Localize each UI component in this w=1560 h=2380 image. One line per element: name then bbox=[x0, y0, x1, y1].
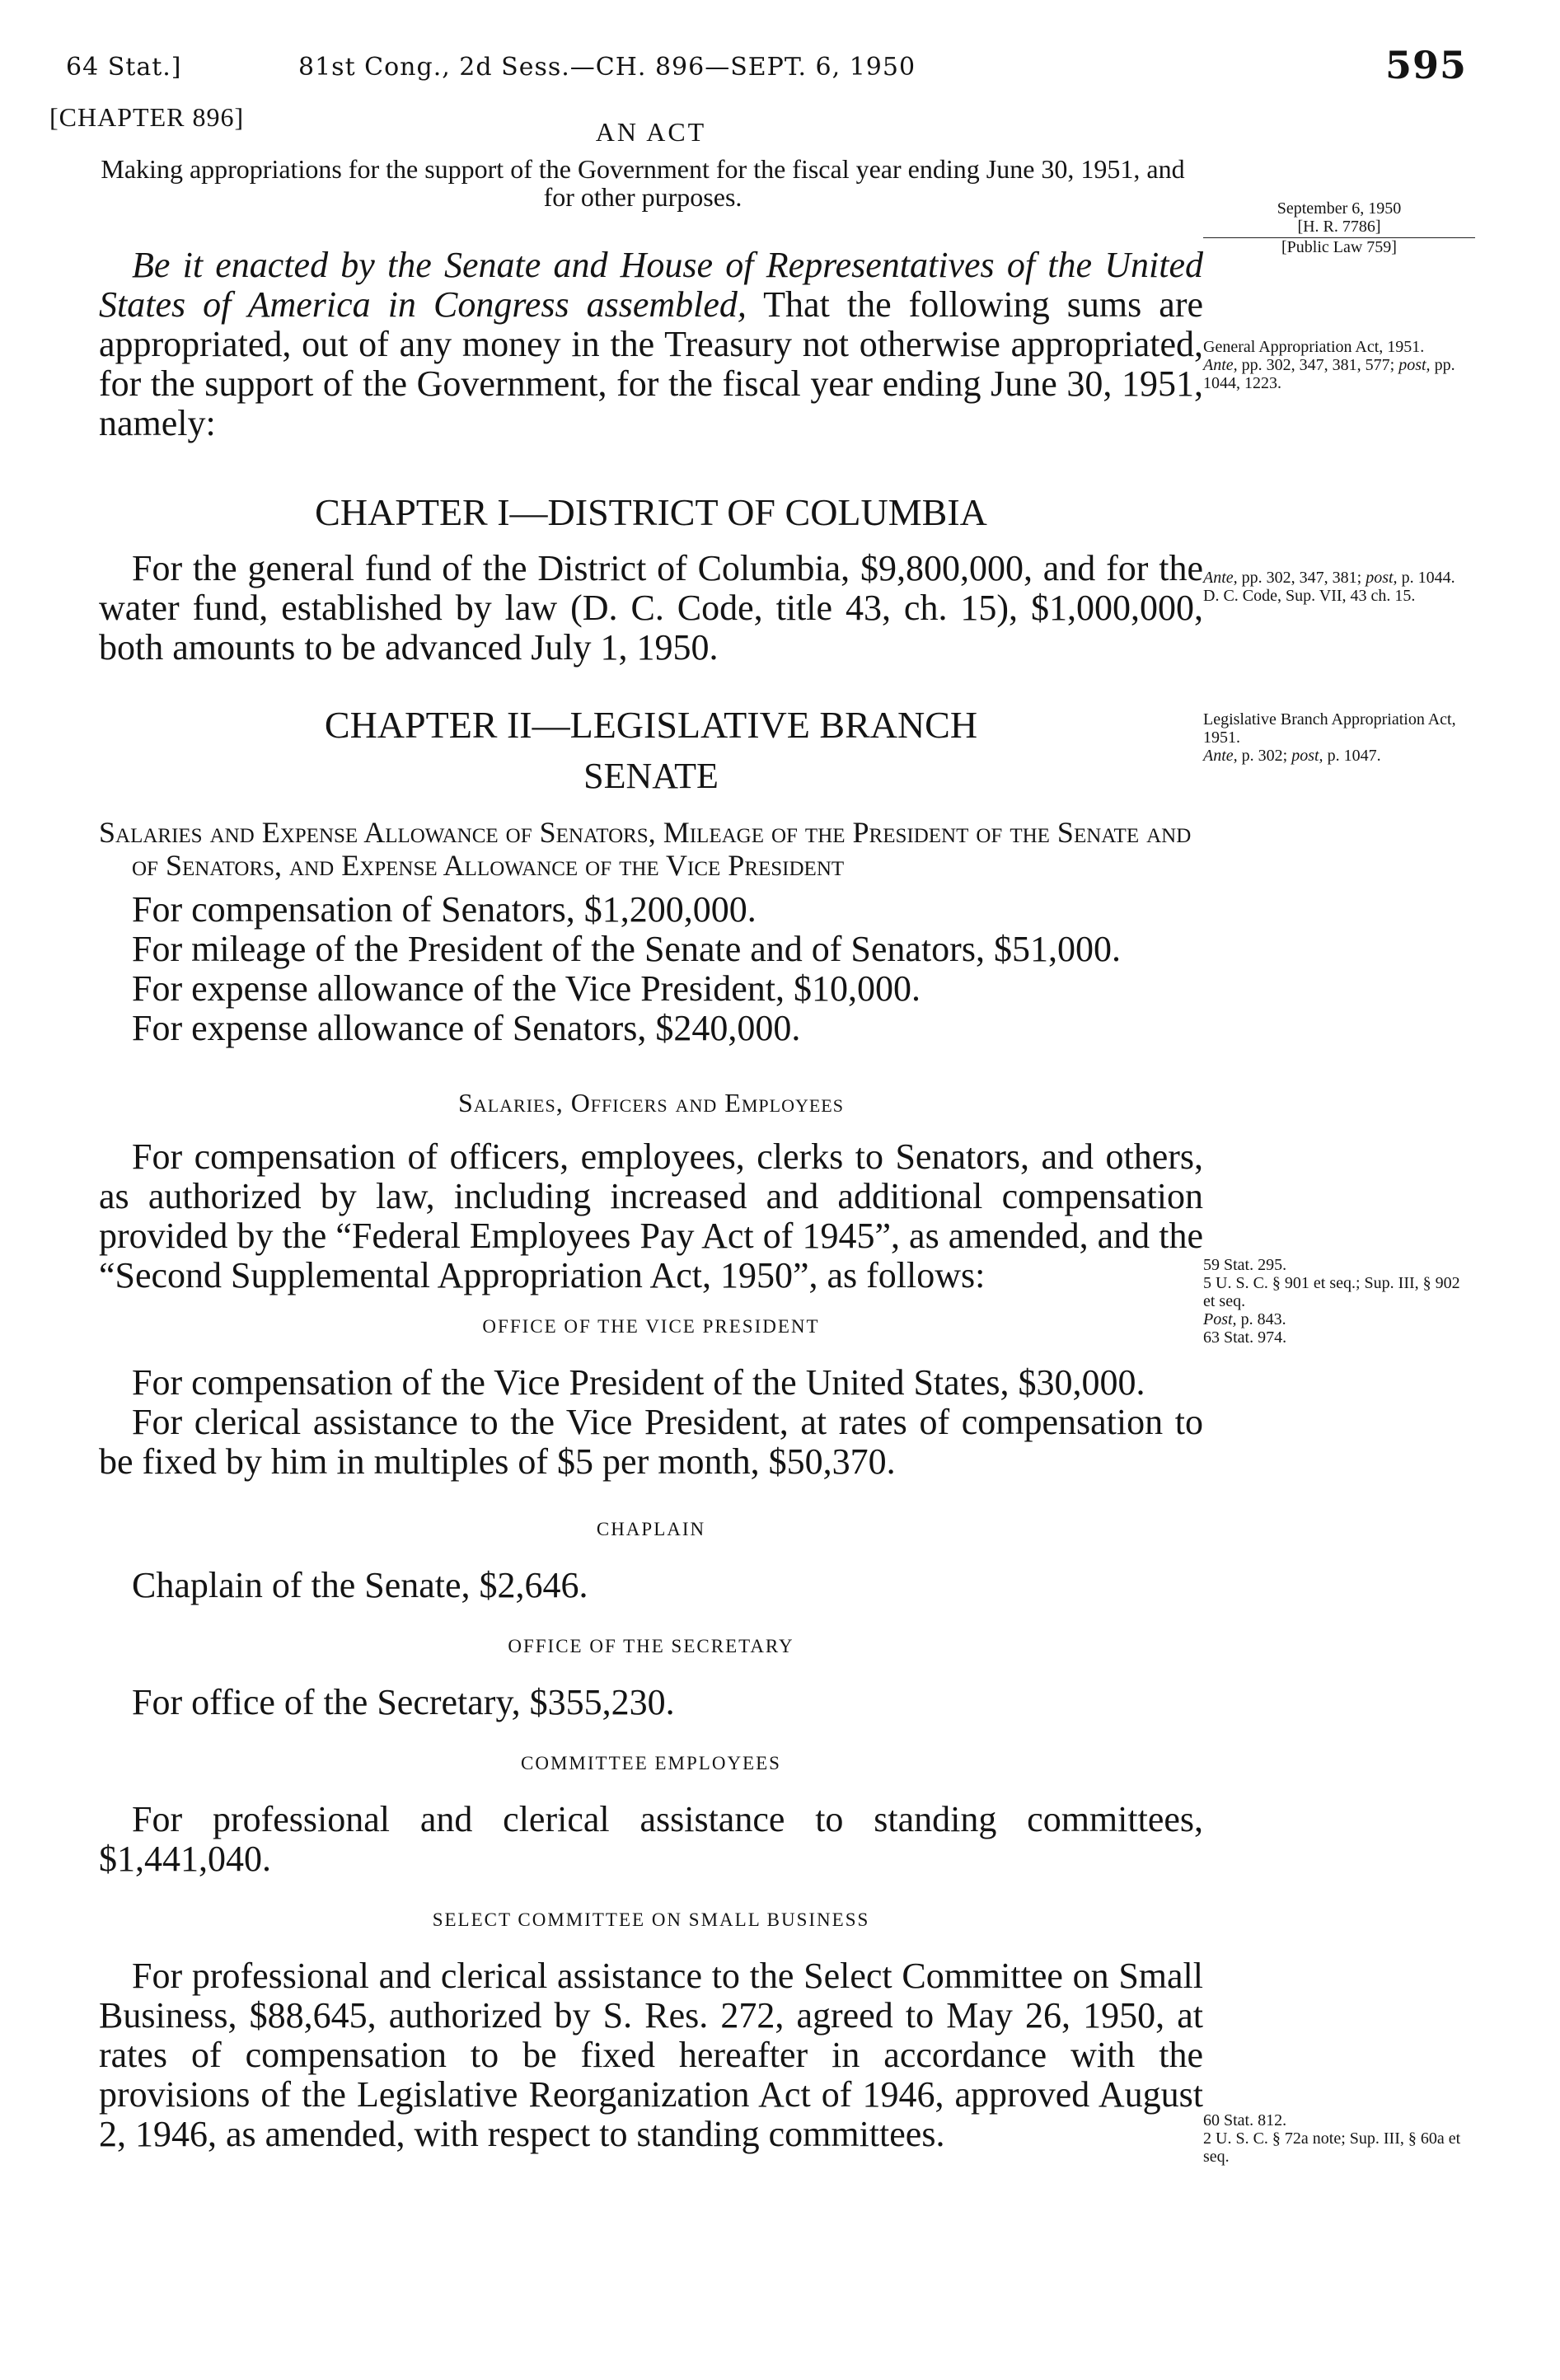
enacting-clause-italic: Be it enacted by the Senate and House of Representatives of the United States of America in Congress assembled, bbox=[99, 245, 1203, 325]
sidenote-ante: Ante, bbox=[1203, 569, 1238, 587]
senators-line: For expense allowance of Senators, $240,000. bbox=[132, 1008, 801, 1048]
sidenote-sb-2: 2 U. S. C. § 72a note; Sup. III, § 60a et seq. bbox=[1203, 2129, 1461, 2166]
sidenote-dc bbox=[1203, 569, 1475, 605]
sidenote-public-law: [Public Law 759] bbox=[1281, 238, 1397, 256]
sidenote-general: General Appropriation Act, 1951. bbox=[1203, 338, 1425, 356]
small-business-heading: SELECT COMMITTEE ON SMALL BUSINESS bbox=[432, 1909, 870, 1930]
officers-intro: For compensation of officers, employees, clerks to Senators, and others, as authorized by law, including increased and additional compensation provided by the “Federal Employees Pay Act of 1945”, as amended, and the “Second Supplemental Appropriation Act, 1950”, as follows: bbox=[99, 1136, 1203, 1295]
senate-heading: SENATE bbox=[583, 756, 719, 796]
chapter-2-title: CHAPTER II—LEGISLATIVE BRANCH bbox=[324, 704, 978, 746]
sidenote-sal-1: 59 Stat. 295. bbox=[1203, 1256, 1287, 1274]
main-text bbox=[49, 97, 1204, 2154]
chapter-label: [CHAPTER 896] bbox=[49, 102, 245, 132]
chaplain-text: Chaplain of the Senate, $2,646. bbox=[132, 1565, 588, 1605]
sidenote-dc-refs bbox=[1203, 569, 1475, 587]
sidenote-post: post, bbox=[1398, 356, 1431, 374]
committee-heading: COMMITTEE EMPLOYEES bbox=[521, 1753, 781, 1773]
senators-lines bbox=[99, 890, 1203, 1048]
sidenote-sal-post bbox=[1203, 1310, 1475, 1328]
sidenote-ante: Ante, bbox=[1203, 747, 1238, 765]
sidenote-sb-1: 60 Stat. 812. bbox=[1203, 2111, 1287, 2129]
sidenote-post: post, bbox=[1366, 569, 1398, 587]
section-senators-heading: Salaries and Expense Allowance of Senators, Mileage of the President of the Senate and of Senators, and Expense Allowance of the Vice President bbox=[99, 816, 1192, 882]
sidenote-post-pages: pp. 1044, 1223. bbox=[1203, 356, 1455, 392]
sidenote-leg-refs bbox=[1203, 747, 1475, 765]
header-session: 81st Cong., 2d Sess.—CH. 896—SEPT. 6, 1950 bbox=[298, 53, 916, 82]
chapter-1-title: CHAPTER I—DISTRICT OF COLUMBIA bbox=[315, 491, 987, 533]
sidenote-bill: [H. R. 7786] bbox=[1203, 218, 1475, 238]
sidenote-small-business bbox=[1203, 2111, 1475, 2166]
sidenote-sal-2: 5 U. S. C. § 901 et seq.; Sup. III, § 902 et seq. bbox=[1203, 1274, 1460, 1310]
enacting-clause bbox=[99, 246, 1203, 443]
sidenote-ante-pages: p. 302; bbox=[1237, 747, 1292, 765]
enacting-clause-rest: That the following sums are appropriated, out of any money in the Treasury not otherwise appropriated, for the support of the Government, for the fiscal year ending June 30, 1951, namely: bbox=[99, 284, 1204, 443]
senators-line: For mileage of the President of the Senate and of Senators, $51,000. bbox=[132, 929, 1121, 969]
running-header bbox=[66, 43, 1467, 92]
sidenote-leg: Legislative Branch Appropriation Act, 1951. bbox=[1203, 710, 1456, 747]
secretary-text: For office of the Secretary, $355,230. bbox=[132, 1682, 675, 1722]
sidenote-ante-pages: pp. 302, 347, 381; bbox=[1237, 569, 1366, 587]
chaplain-heading: CHAPLAIN bbox=[596, 1519, 706, 1539]
sidenote-post: Post, bbox=[1203, 1310, 1237, 1328]
senators-line: For compensation of Senators, $1,200,000. bbox=[132, 889, 757, 930]
sidenote-date: September 6, 1950 bbox=[1277, 199, 1402, 218]
sidenote-post: post, bbox=[1291, 747, 1323, 765]
sidenote-approval bbox=[1203, 199, 1475, 256]
sidenote-post-pages: p. 843. bbox=[1236, 1310, 1286, 1328]
act-title: AN ACT bbox=[595, 117, 707, 147]
small-business-text: For professional and clerical assistance to the Select Committee on Small Business, $88,645, authorized by S. Res. 272, agreed to May 26, 1950, at rates of compensation to be fixed hereafter in accordance with the provisions of the Legislative Reorganization Act of 1946, approved August 2, 1946, as amended, with respect to standing committees. bbox=[99, 1956, 1203, 2154]
section-officers-heading: Salaries, Officers and Employees bbox=[458, 1088, 844, 1117]
vice-president-text-1: For compensation of the Vice President of the United States, $30,000. bbox=[132, 1362, 1145, 1403]
sidenote-ante: Ante, bbox=[1203, 356, 1238, 374]
committee-text: For professional and clerical assistance to standing committees, $1,441,040. bbox=[99, 1799, 1203, 1879]
secretary-heading: OFFICE OF THE SECRETARY bbox=[508, 1636, 794, 1656]
act-purpose: Making appropriations for the support of the Government for the fiscal year ending June 30, 1951, and for other purposes. bbox=[101, 154, 1185, 212]
sidenote-general-refs bbox=[1203, 356, 1475, 392]
page-number: 595 bbox=[1384, 43, 1467, 87]
header-volume: 64 Stat.] bbox=[66, 53, 182, 82]
sidenote-legislative bbox=[1203, 710, 1475, 765]
sidenote-post-pages: p. 1044. bbox=[1397, 569, 1455, 587]
sidenote-general-act bbox=[1203, 338, 1475, 392]
vice-president-text-2: For clerical assistance to the Vice President, at rates of compensation to be fixed by him in multiples of $5 per month, $50,370. bbox=[99, 1402, 1203, 1482]
senators-line: For expense allowance of the Vice President, $10,000. bbox=[132, 968, 921, 1009]
sidenote-dc-code: D. C. Code, Sup. VII, 43 ch. 15. bbox=[1203, 587, 1416, 605]
sidenote-post-pages: p. 1047. bbox=[1323, 747, 1381, 765]
sidenote-ante-pages: pp. 302, 347, 381, 577; bbox=[1237, 356, 1399, 374]
vice-president-heading: OFFICE OF THE VICE PRESIDENT bbox=[482, 1316, 820, 1337]
chapter-1-text: For the general fund of the District of Columbia, $9,800,000, and for the water fund, established by law (D. C. Code, title 43, ch. 15), $1,000,000, both amounts to be advanced July 1, 1950. bbox=[99, 548, 1203, 668]
sidenote-sal-3: 63 Stat. 974. bbox=[1203, 1328, 1287, 1347]
sidenote-salaries bbox=[1203, 1256, 1475, 1347]
